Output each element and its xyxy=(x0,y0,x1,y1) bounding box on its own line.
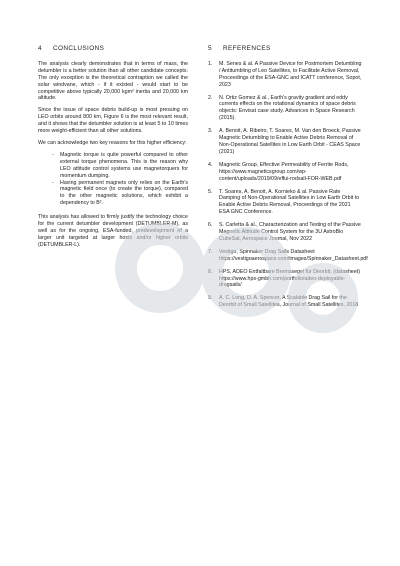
reference-number: 7. xyxy=(208,248,213,255)
reference-text: M. Senes & al. A Passive Device for Postmortem Detumbling / Antitumbling of Leo Satellites, to Facilitate Active Removal, Proceedings of the ESA-GNC and ICATT conference, Sopot, 2023 xyxy=(219,60,362,88)
conclusions-column xyxy=(38,46,188,254)
reference-text: N. Ortiz Gomez & al., Earth's gravity gradient and eddy currents effects on the rotational dynamics of space debris objects: Envisat case study. Advances in Space Research (2015). xyxy=(219,94,356,122)
reference-item xyxy=(208,295,362,309)
reference-text: S. Carletta & al., Characterization and Testing of the Passive Magnetic Attitude Control System for the 3U AstroBio CubeSat, Aerospace Journal, Nov 2022 xyxy=(219,222,361,242)
reference-text: HPS, ADEO Entfaltbare Bremssegel für Deorbit, (datasheet) https://www.hps-gmbh.com/portfolio/adeo-deployable-dragsails/ xyxy=(219,268,361,289)
conclusions-paragraph: We can acknowledge two key reasons for this higher efficiency: xyxy=(38,139,187,146)
references-heading xyxy=(208,46,362,53)
section-number: 4 xyxy=(38,45,42,52)
section-title: CONCLUSIONS xyxy=(53,45,105,52)
reference-item xyxy=(208,189,362,217)
reference-item xyxy=(208,222,362,243)
reference-number: 8. xyxy=(208,268,213,275)
reasons-list xyxy=(38,152,188,207)
reference-text: Vestigo, Spinnaker Drag Sails Datasheet https://vestigoaerospace.com/images/Spinnaker_Datasheet.pdf xyxy=(219,248,368,262)
reference-number: 4. xyxy=(208,161,213,168)
reference-text: A. C. Long, D. A. Spencer, A Scalable Drag Sail for the Deorbit of Small Satellites, Journal of Small Satellites, 2018 xyxy=(219,295,359,309)
reference-number: 6. xyxy=(208,222,213,229)
reference-number: 2. xyxy=(208,94,213,101)
reason-text: Magnetic torque is quite powerful compared to other external torque phenomena. This is the reason why LEO attitude control systems use magnetorquers for momentum dumping. xyxy=(60,151,188,179)
reference-item xyxy=(208,248,368,263)
reference-number: 3. xyxy=(208,128,213,135)
conclusions-paragraph: Since the issue of space debris build-up is most pressing on LEO orbits around 800 km, Figure 6 is the most relevant result, and it shows that the detumbler solution is at least 5 to 10 times more weight-efficient than all other solutions. xyxy=(38,107,188,135)
section-title: REFERENCES xyxy=(223,45,271,52)
reference-list xyxy=(208,60,368,309)
reference-item xyxy=(208,128,362,156)
conclusions-heading xyxy=(38,46,188,53)
reference-number: 9. xyxy=(208,295,213,302)
references-column xyxy=(208,45,368,315)
dash-bullet: - xyxy=(52,151,54,158)
reference-item xyxy=(208,61,362,89)
reference-number: 1. xyxy=(208,60,213,67)
dash-bullet: - xyxy=(52,179,54,186)
reference-number: 5. xyxy=(208,188,213,195)
conclusions-paragraph: The analysis clearly demonstrates that in terms of mass, the detumbler is a better solution than all other candidate concepts. The only exception is the theoretical contraption we called the solar windvane, which - if it existed - would start to be competitive above typically 20,000 kgm² inertia and 20,000 km altitude. xyxy=(38,60,188,102)
reference-item xyxy=(208,95,362,123)
conclusions-closing: This analysis has allowed to firmly justify the technology choice for the current detumbler development (DETUMBLER-M), as well as for the ongoing, ESA-funded, predevelopment of a larger unit targeted at larger hosts and/or higher orbits (DETUMBLER-L). xyxy=(38,214,188,248)
section-number: 5 xyxy=(208,45,212,52)
reference-item xyxy=(208,269,362,290)
reference-text: T. Soares, A. Benoit, A. Kornieko & al. Passive Rate Damping of Non-Operational Satellites in Low Earth Orbit to Enable Active Debris Removal, Proceedings of the 2021 ESA GNC Conference. xyxy=(219,188,360,216)
reason-text: Having permanent magnets only relies on the Earth's magnetic field once (to create the torque), compared to the other magnetic solutions, which exhibit a dependency to B². xyxy=(60,179,188,207)
list-item xyxy=(38,180,188,208)
reference-item xyxy=(208,162,362,183)
reference-text: Magnetic Group, Effective Permeability of Ferrite Rods, https://www.magneticsgroup.com/wp-content/uploads/2019/09/effui-rodsall-FOR-WEB.pdf xyxy=(219,161,349,182)
reference-text: A. Benoit, A. Ribeiro, T. Soares, M. Van den Broeck, Passive Magnetic Detumbling to Enable Active Debris Removal of Non-Operational Satellites in Low Earth Orbit - CEAS Space (2021) xyxy=(219,128,361,155)
list-item xyxy=(38,152,188,180)
